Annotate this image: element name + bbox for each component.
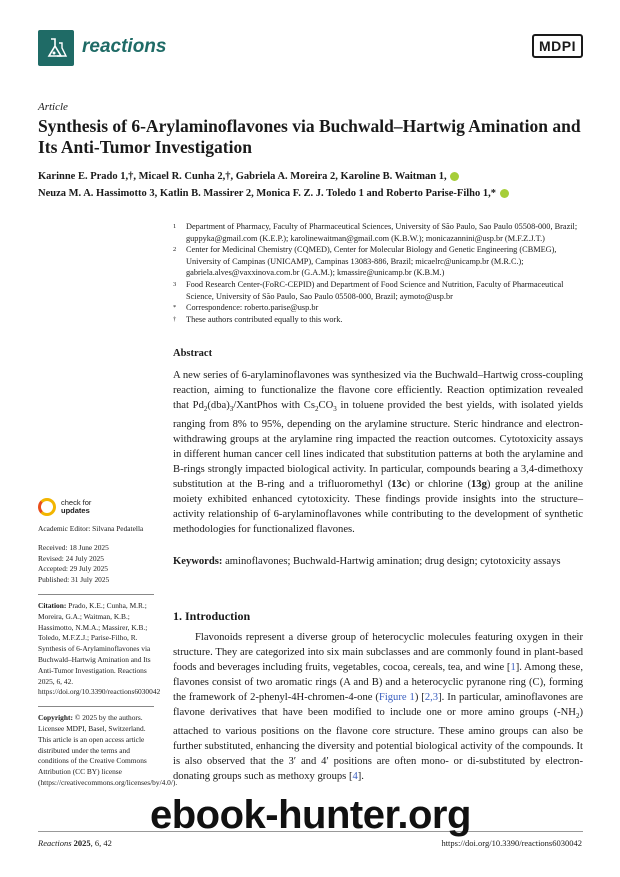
publisher-logo[interactable]: [532, 34, 583, 58]
divider: [38, 706, 154, 707]
abstract-heading: Abstract: [173, 348, 213, 359]
abstract-text: A new series of 6-arylaminoflavones was synthesized via the Buchwald–Hartwig cross-coupling reaction, aiming to functionalize the flavone core efficiently. Reaction optimization revealed that $Pd_2(dba)_3$/XantPhos with $Cs_2CO_3$ in toluene provided the best yields, with isolated yields ranging from 8% to 95%, depending on the arylamine structure. Steric hindrance and electron-withdrawing groups at the arylamine ring impacted the reaction outcomes. Cytotoxicity assays in different human cancer cell lines indicated that substitution patterns at both the arylamine and B-rings strongly impacted biological activity. In particular, compounds bearing a 3,4-dimethoxy substitution at the B-ring and a trifluoromethyl (13c) or chlorine (13g) group at the aniline moiety exhibited enhanced cytotoxicity. These findings provide insights into the structure–activity relationship of 6-arylaminoflavones while contributing to the development of synthetic methodologies for functionalized flavones.: [173, 370, 583, 536]
citation-link[interactable]: 4: [352, 771, 358, 783]
authors-line-1: Karinne E. Prado 1,†, Micael R. Cunha 2,†, Gabriela A. Moreira 2, Karoline B. Waitman 1,: [38, 168, 588, 185]
affiliation-item: 1 Department of Pharmacy, Faculty of Pharmaceutical Sciences, University of São Paulo, Sao Paulo 05508-000, Brazil; guppyka@gmail.com (K.E.P.); karolinewaitman@gmail.com (K.B.W.); monicazannini@usp.br (M.F.Z.J.T.): [173, 222, 578, 243]
orcid-icon[interactable]: [500, 189, 509, 198]
watermark: ebook-hunter.org: [150, 793, 471, 837]
correspondence: * Correspondence: roberto.parise@usp.br: [173, 303, 319, 313]
citation: Citation: Prado, K.E.; Cunha, M.R.; Moreira, G.A.; Waitman, K.B.; Hassimotto, N.M.A.; Massirer, K.B.; Toledo, M.F.Z.J.; Parise-Filho, R. Synthesis of 6-Arylaminoflavones via Buchwald–Hartwig Amination and Its Anti-Tumor Investigation. Reactions 2025, 6, 42. https://doi.org/10.3390/reactions6030042: [38, 600, 161, 697]
affiliation-item: 2 Center for Medicinal Chemistry (CQMED), Center for Molecular Biology and Genetic Engineering (CBMEG), University of Campinas (UNICAMP), Campinas 13083-886, Brazil; micaelrc@unicamp.br (M.R.C.); gabriela.alves@vaxxinova.com.br (G.A.M.); kmassire@unicamp.br (K.B.M.): [173, 245, 557, 278]
citation-link[interactable]: 1: [510, 662, 516, 673]
article-title: Synthesis of 6-Arylaminoflavones via Buchwald–Hartwig Amination and Its Anti-Tumor Investigation: [38, 116, 581, 157]
equal-contribution-note: † These authors contributed equally to this work.: [173, 314, 343, 324]
introduction-paragraph: Flavonoids represent a diverse group of heterocyclic molecules featuring oxygen in their structure. They are categorized into six main subclasses and are commonly found in plant-based foods and beverages including fruits, vegetables, cocoa, cereals, tea, and wine [1]. Among these, flavones consist of two aromatic rings (A and B) and a heterocyclic pyranone ring (C), forming the framework of 2-phenyl-4H-chromen-4-one (Figure 1) [2,3]. In particular, aminoflavones are flavone derivatives that have been modified to include one or more amino groups $(-NH_2)$ attached to various positions on the flavone core structure. These amino groups can also be further substituted, enhancing the diversity and potential biological activity of the compounds. It is also observed that the 3′ and 4′ positions are often mono- or di-substituted by electron-donating groups such as methoxy groups [4].: [173, 632, 583, 783]
journal-logo[interactable]: [38, 30, 74, 66]
keywords: Keywords: aminoflavones; Buchwald-Hartwig amination; drug design; cytotoxicity assays: [173, 556, 561, 567]
footer-doi-link[interactable]: https://doi.org/10.3390/reactions6030042: [441, 838, 582, 848]
copyright: Copyright: © 2025 by the authors. Licensee MDPI, Basel, Switzerland. This article is an open access article distributed under the terms and conditions of the Creative Commons Attribution (CC BY) license (https://creativecommons.org/licenses/by/4.0/).: [38, 713, 178, 787]
check-for-updates-button[interactable]: check for updates: [38, 498, 158, 516]
citation-link[interactable]: 2,3: [424, 692, 439, 703]
affiliations: [173, 221, 583, 325]
publisher-name: MDPI: [532, 34, 583, 58]
footer-citation: Reactions 2025, 6, 42: [38, 838, 112, 848]
journal-name: reactions: [82, 36, 167, 57]
check-updates-icon: [38, 498, 56, 516]
divider: [38, 594, 154, 595]
journal-header: [38, 30, 583, 72]
affiliation-item: 3 Food Research Center-(FoRC-CEPID) and Department of Food Science and Nutrition, Faculty of Pharmaceutical Science, University of São Paulo, Sao Paulo 05508-000, Brazil; aymoto@usp.br: [173, 279, 564, 301]
article-sidebar: [38, 498, 178, 797]
section-heading-introduction: 1. Introduction: [173, 609, 251, 623]
article-type: Article: [38, 101, 68, 113]
authors-line-2: Neuza M. A. Hassimotto 3, Katlin B. Massirer 2, Monica F. Z. J. Toledo 1 and Roberto Parise-Filho 1,*: [38, 185, 588, 202]
dates: Received: 18 June 2025 Revised: 24 July 2025 Accepted: 29 July 2025 Published: 31 July 2025: [38, 542, 110, 585]
academic-editor: Academic Editor: Silvana Pedatella: [38, 524, 144, 533]
orcid-icon[interactable]: [450, 172, 459, 181]
author-list: [38, 168, 588, 202]
figure-link[interactable]: Figure 1: [378, 692, 415, 703]
flask-icon: [42, 34, 70, 62]
